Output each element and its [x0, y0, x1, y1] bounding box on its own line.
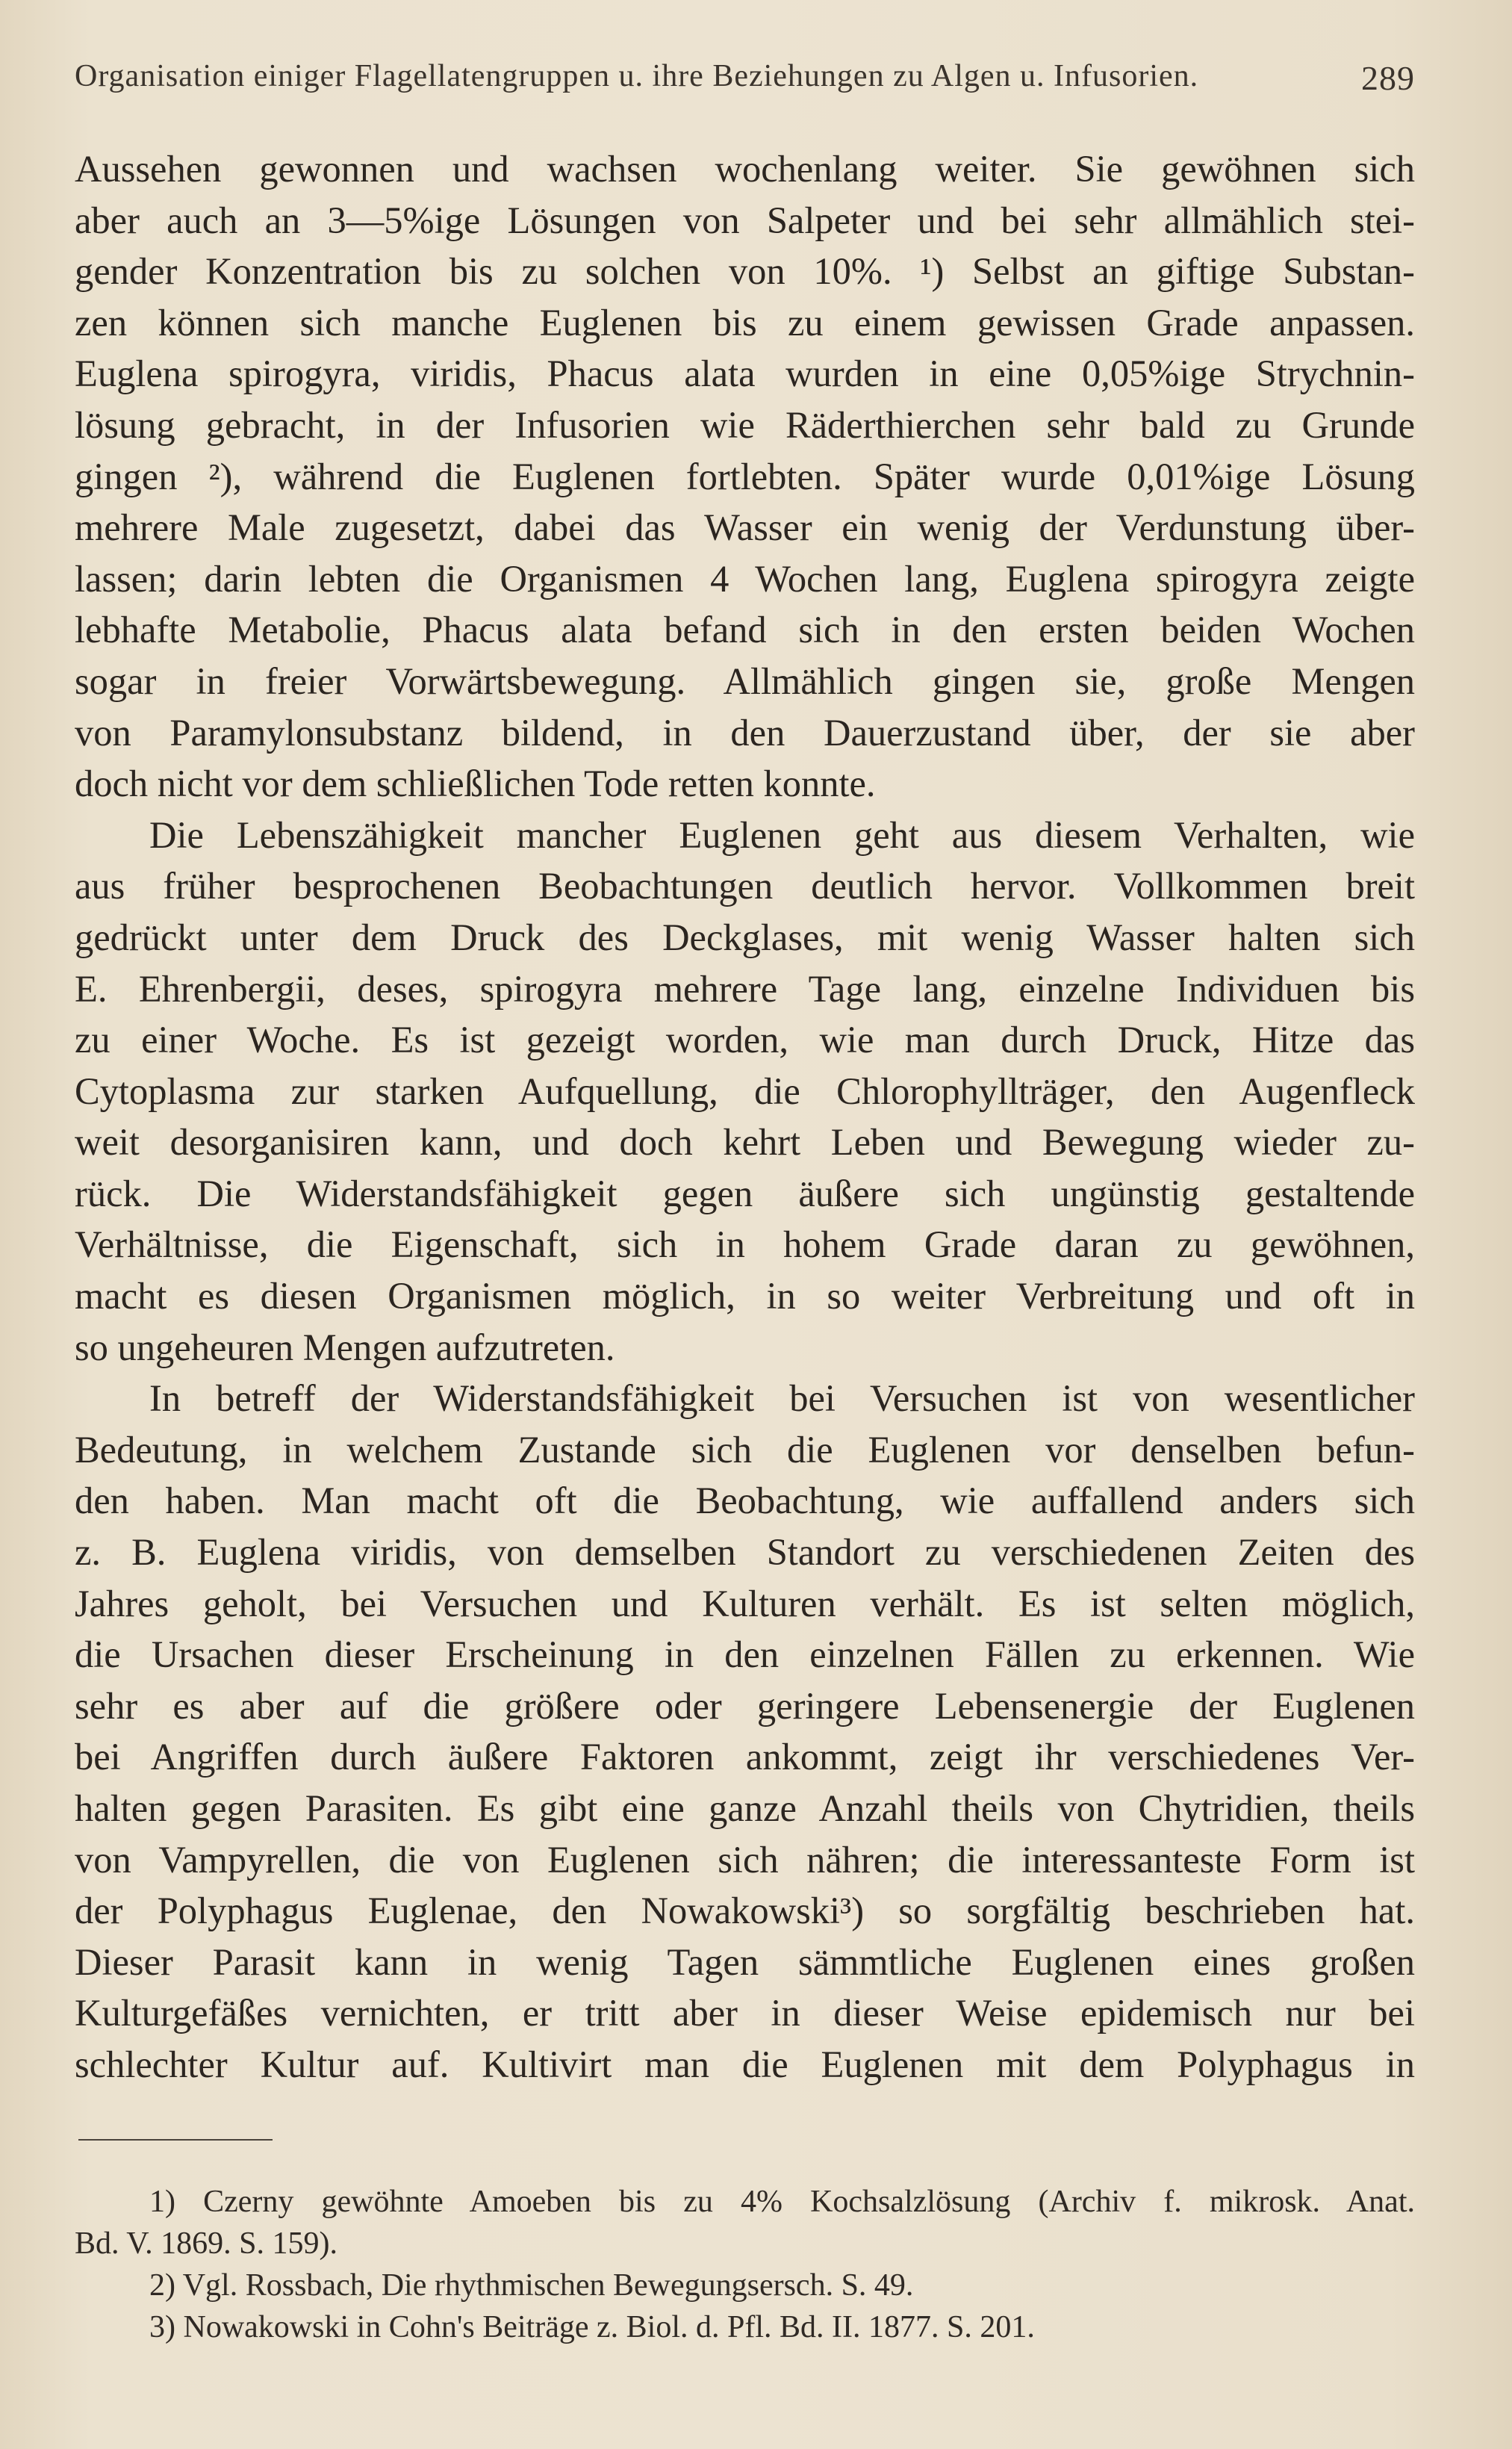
running-title: Organisation einiger Flagellatengruppen u. ihre Beziehungen zu Algen u. Infusorien. — [75, 59, 1199, 93]
text-line: lebhafte Metabolie, Phacus alata befand sich in den ersten beiden Wochen — [75, 609, 1415, 651]
text-line: lassen; darin lebten die Organismen 4 Wochen lang, Euglena spirogyra zeigte — [75, 557, 1415, 600]
text-line: schlechter Kultur auf. Kultivirt man die Euglenen mit dem Polyphagus in — [75, 2043, 1415, 2085]
footnote-2: 2) Vgl. Rossbach, Die rhythmischen Bewegungsersch. S. 49. — [149, 2268, 914, 2303]
footnote-3: 3) Nowakowski in Cohn's Beiträge z. Biol. d. Pfl. Bd. II. 1877. S. 201. — [149, 2310, 1035, 2344]
text-line: gender Konzentration bis zu solchen von 10%. ¹) Selbst an giftige Substan- — [75, 250, 1415, 293]
text-line: zu einer Woche. Es ist gezeigt worden, wie man durch Druck, Hitze das — [75, 1019, 1415, 1061]
text-line: Verhältnisse, die Eigenschaft, sich in hohem Grade daran zu gewöhnen, — [75, 1223, 1415, 1266]
text-line: gingen ²), während die Euglenen fortlebten. Später wurde 0,01%ige Lösung — [75, 455, 1415, 497]
text-line: mehrere Male zugesetzt, dabei das Wasser ein wenig der Verdunstung über- — [75, 506, 1415, 549]
text-line: aber auch an 3—5%ige Lösungen von Salpeter und bei sehr allmählich stei- — [75, 199, 1415, 241]
footnote-1: 1) Czerny gewöhnte Amoeben bis zu 4% Kochsalzlösung (Archiv f. mikrosk. Anat. — [149, 2185, 1415, 2219]
text-line: so ungeheuren Mengen aufzutreten. — [75, 1326, 615, 1368]
text-line: In betreff der Widerstandsfähigkeit bei Versuchen ist von wesentlicher — [149, 1377, 1415, 1420]
text-line: zen können sich manche Euglenen bis zu einem gewissen Grade anpassen. — [75, 301, 1415, 344]
text-line: halten gegen Parasiten. Es gibt eine ganze Anzahl theils von Chytridien, theils — [75, 1787, 1415, 1829]
text-line: sogar in freier Vorwärtsbewegung. Allmählich gingen sie, große Mengen — [75, 659, 1415, 702]
text-line: Kulturgefäßes vernichten, er tritt aber in dieser Weise epidemisch nur bei — [75, 1992, 1415, 2034]
footnote-1-continuation: Bd. V. 1869. S. 159). — [75, 2226, 338, 2261]
text-line: bei Angriffen durch äußere Faktoren ankommt, zeigt ihr verschiedenes Ver- — [75, 1736, 1415, 1778]
main-text — [75, 143, 1415, 2091]
text-line: Cytoplasma zur starken Aufquellung, die Chlorophyllträger, den Augenfleck — [75, 1070, 1415, 1112]
text-line: gedrückt unter dem Druck des Deckglases, mit wenig Wasser halten sich — [75, 916, 1415, 958]
text-line: die Ursachen dieser Erscheinung in den einzelnen Fällen zu erkennen. Wie — [75, 1633, 1415, 1676]
text-line: Bedeutung, in welchem Zustande sich die Euglenen vor denselben befun- — [75, 1428, 1415, 1471]
text-line: Die Lebenszähigkeit mancher Euglenen geht aus diesem Verhalten, wie — [149, 813, 1415, 856]
page-number: 289 — [1361, 59, 1415, 97]
running-header — [75, 58, 1415, 111]
text-line: doch nicht vor dem schließlichen Tode retten konnte. — [75, 763, 876, 805]
footnote-divider — [78, 2139, 273, 2141]
text-line: von Paramylonsubstanz bildend, in den Dauerzustand über, der sie aber — [75, 711, 1415, 754]
text-line: lösung gebracht, in der Infusorien wie Räderthierchen sehr bald zu Grunde — [75, 403, 1415, 446]
text-line: Dieser Parasit kann in wenig Tagen sämmtliche Euglenen eines großen — [75, 1940, 1415, 1983]
text-line: Aussehen gewonnen und wachsen wochenlang weiter. Sie gewöhnen sich — [75, 148, 1415, 190]
text-line: Jahres geholt, bei Versuchen und Kulturen verhält. Es ist selten möglich, — [75, 1582, 1415, 1624]
text-line: weit desorganisiren kann, und doch kehrt Leben und Bewegung wieder zu- — [75, 1121, 1415, 1164]
footnotes — [75, 2181, 1415, 2348]
text-line: z. B. Euglena viridis, von demselben Standort zu verschiedenen Zeiten des — [75, 1531, 1415, 1574]
text-line: Euglena spirogyra, viridis, Phacus alata wurden in eine 0,05%ige Strychnin- — [75, 353, 1415, 395]
text-line: aus früher besprochenen Beobachtungen deutlich hervor. Vollkommen breit — [75, 865, 1415, 907]
text-line: der Polyphagus Euglenae, den Nowakowski³) so sorgfältig beschrieben hat. — [75, 1890, 1415, 1932]
text-line: sehr es aber auf die größere oder geringere Lebensenergie der Euglenen — [75, 1684, 1415, 1727]
text-line: E. Ehrenbergii, deses, spirogyra mehrere Tage lang, einzelne Individuen bis — [75, 967, 1415, 1010]
text-line: den haben. Man macht oft die Beobachtung, wie auffallend anders sich — [75, 1480, 1415, 1522]
text-line: rück. Die Widerstandsfähigkeit gegen äußere sich ungünstig gestaltende — [75, 1172, 1415, 1214]
text-line: macht es diesen Organismen möglich, in so weiter Verbreitung und oft in — [75, 1275, 1415, 1317]
text-line: von Vampyrellen, die von Euglenen sich nähren; die interessanteste Form ist — [75, 1838, 1415, 1881]
